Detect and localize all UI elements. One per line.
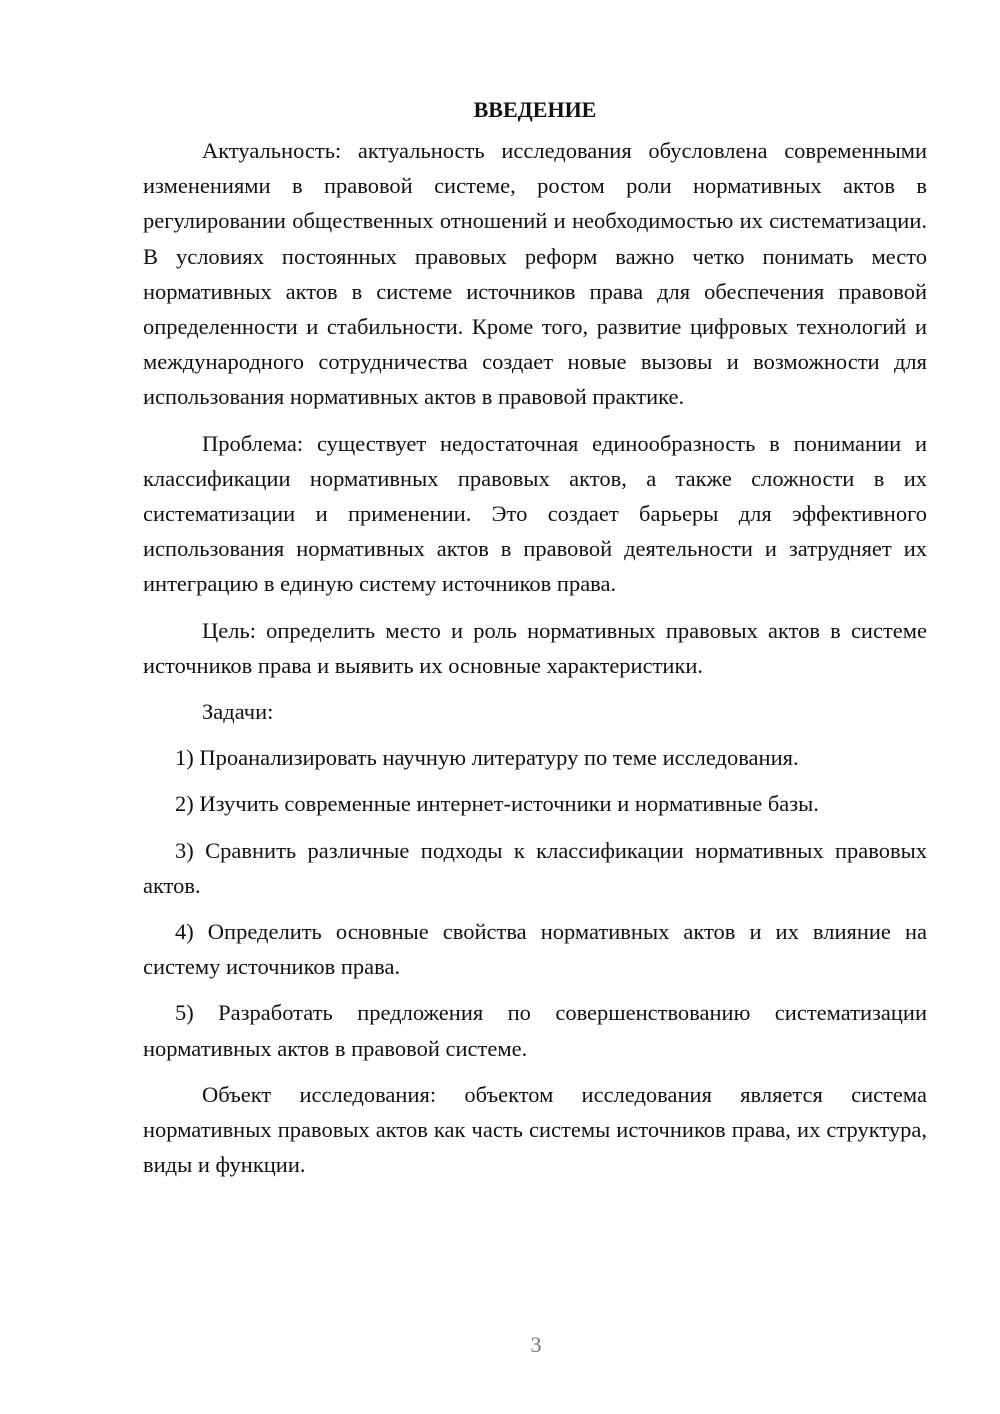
task-item-2: 2) Изучить современные интернет-источники и нормативные базы. [175,791,819,817]
task-item-3: 3) Сравнить различные подходы к классификации нормативных правовых актов. [143,837,927,898]
task-item-5: 5) Разработать предложения по совершенствованию систематизации нормативных актов в правовой системе. [143,1000,927,1061]
goal-paragraph: Цель: определить место и роль нормативных правовых актов в системе источников права и выявить их основные характеристики. [143,617,927,678]
task-item-4: 4) Определить основные свойства нормативных актов и их влияние на систему источников права. [143,919,927,980]
research-object-paragraph: Объект исследования: объектом исследования является система нормативных правовых актов как часть системы источников права, их структура, виды и функции. [143,1081,927,1178]
problem-paragraph: Проблема: существует недостаточная единообразность в понимании и классификации нормативных правовых актов, а также сложности в их систематизации и применении. Это создает барьеры для эффективного использования нормативных актов в правовой деятельности и затрудняет их интеграцию в единую систему источников права. [143,430,927,597]
task-item-1: 1) Проанализировать научную литературу по теме исследования. [175,745,799,771]
tasks-heading: Задачи: [202,699,274,725]
page-number: 3 [530,1332,542,1357]
section-title: ВВЕДЕНИЕ [473,97,597,122]
document-body [143,92,927,1193]
relevance-paragraph: Актуальность: актуальность исследования обусловлена современными изменениями в правовой системе, ростом роли нормативных актов в регулировании общественных отношений и необходимостью их систематизации. В условиях постоянных правовых реформ важно четко понимать место нормативных актов в системе источников права для обеспечения правовой определенности и стабильности. Кроме того, развитие цифровых технологий и международного сотрудничества создает новые вызовы и возможности для использования нормативных актов в правовой практике. [143,138,927,410]
